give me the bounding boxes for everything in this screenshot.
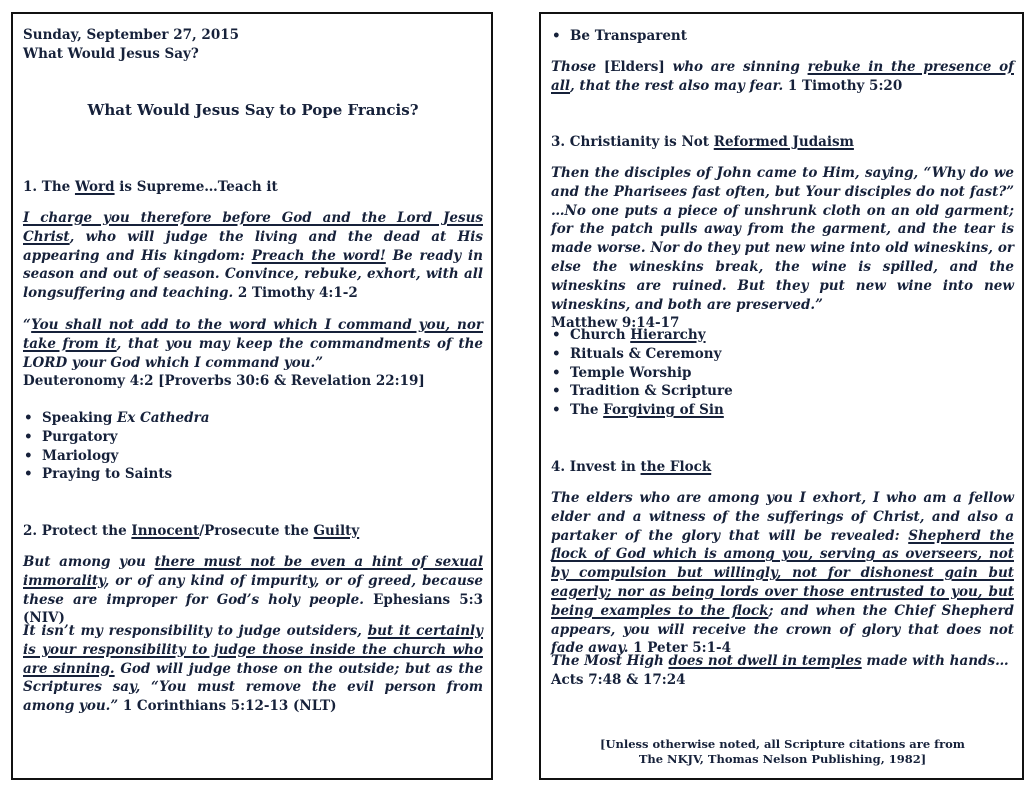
bullet-transparent (551, 27, 1014, 46)
verse-underline: does not dwell in temples (668, 653, 862, 669)
verse-reference: Acts 7:48 & 17:24 (551, 671, 686, 688)
verse-reference: Ephesians 5:3 (NIV) (23, 591, 483, 627)
verse-1-timothy (551, 58, 1014, 96)
verse-text: Then the disciples of John came to Him, saying, “Why do we and the Pharisees fast often, but Your disciples do not fast?” …No one puts a piece of unshrunk cloth on an old garment; for the patch pulls away from the garment, and the tear is made worse. Nor do they put new wine into old wineskins, or else the wineskins break, the wine is spilled, and the wineskins are ruined. But they put new wine into new wineskins, and both are preserved.” (551, 165, 1014, 313)
verse-text: , that you may keep the commandments of the LORD your God which I command you.” (23, 335, 483, 371)
section-2-num: 2. Protect the (23, 523, 132, 539)
verse-text: Those (551, 59, 604, 75)
section-1-underline: Word (74, 179, 115, 195)
verse-text: , or of any kind of impurity, or of greed, because these are improper for God’s holy people. (23, 572, 483, 608)
section-1-rest: is Supreme…Teach it (114, 179, 278, 195)
list-item (23, 409, 483, 428)
bullet-list-2 (551, 326, 1014, 420)
footnote-line: The NKJV, Thomas Nelson Publishing, 1982] (638, 752, 927, 766)
verse-text: God will judge those on the outside; but as the Scriptures say, “You must remove the evil person from among you.” (23, 660, 483, 715)
list-item: • Praying to Saints (23, 465, 483, 484)
bullet-list-1 (23, 409, 483, 484)
verse-underline: but it certainly is your responsibility to judge those inside the church who are sinning. (23, 623, 484, 677)
list-item: • Be Transparent (551, 27, 1014, 46)
section-4-num: 4. Invest in (551, 459, 641, 475)
section-4-heading (551, 458, 1014, 477)
section-3-num: 3. Christianity is Not (551, 134, 714, 150)
left-page (11, 12, 493, 780)
section-4-underline: the Flock (640, 459, 712, 475)
verse-text: It isn’t my responsibility to judge outsiders, (23, 623, 368, 639)
verse-bracket: [Elders] (603, 59, 665, 75)
verse-text: ; and when the Chief Shepherd appears, you will receive the crown of glory that does not fade away. (551, 602, 1014, 657)
list-item: • Purgatory (23, 428, 483, 447)
verse-underline: rebuke in the presence of all (551, 59, 1014, 94)
post-header (23, 26, 483, 64)
section-3-heading (551, 133, 1014, 152)
verse-acts (551, 652, 1014, 690)
list-item-underline: Forgiving of Sin (603, 402, 724, 419)
footnote (551, 737, 1014, 767)
list-item: • Rituals & Ceremony (551, 345, 1014, 364)
section-2-underline: Innocent (131, 523, 200, 539)
section-3-underline: Reformed Judaism (713, 134, 854, 150)
list-item-text: Church (570, 327, 631, 343)
verse-ephesians (23, 553, 483, 628)
verse-deuteronomy (23, 316, 483, 391)
verse-underline: Preach the word! (251, 247, 386, 264)
section-2-mid: /Prosecute the (199, 523, 314, 539)
section-1-heading (23, 178, 483, 197)
verse-underline: there must not be even a hint of sexual immorality (23, 554, 483, 589)
list-item: • Temple Worship (551, 364, 1014, 383)
verse-reference: Deuteronomy 4:2 [Proverbs 30:6 & Revelation 22:19] (23, 373, 425, 390)
verse-text: The Most High (551, 653, 669, 669)
list-item-underline: Hierarchy (630, 327, 706, 343)
blog-title: What Would Jesus Say? (23, 45, 199, 62)
footnote-line: [Unless otherwise noted, all Scripture citations are from (600, 737, 965, 751)
section-2-heading (23, 522, 483, 541)
list-item: • Tradition & Scripture (551, 382, 1014, 401)
verse-corinthians (23, 622, 483, 716)
list-item (551, 401, 1014, 420)
verse-text: , who will judge the living and the dead at His appearing and His kingdom: (23, 228, 483, 264)
verse-underline: You shall not add to the word which I command you, nor take from it (23, 317, 483, 352)
verse-text: , that the rest also may fear. (570, 77, 784, 94)
list-item: • Mariology (23, 447, 483, 466)
verse-text: Be ready in season and out of season. Convince, rebuke, exhort, with all longsuffering and teaching. (23, 247, 483, 302)
verse-text: But among you (23, 554, 155, 570)
section-2-underline: Guilty (313, 523, 360, 539)
list-item-text: Speaking (42, 410, 117, 426)
post-date: Sunday, September 27, 2015 (23, 27, 240, 43)
list-item (551, 326, 1014, 345)
verse-1-peter (551, 489, 1014, 658)
verse-text: The elders who are among you I exhort, I who am a fellow elder and a witness of the sufferings of Christ, and also a partaker of the glory that will be revealed: (551, 490, 1014, 544)
verse-reference: 1 Timothy 5:20 (783, 77, 903, 94)
verse-quote: “ (23, 317, 32, 333)
verse-reference: 2 Timothy 4:1-2 (233, 285, 358, 302)
verse-text: made with hands… (861, 653, 1009, 669)
section-1-num: 1. The (23, 179, 75, 195)
verse-2-timothy (23, 209, 483, 303)
list-item-text: The (570, 402, 604, 419)
verse-text: who are sinning (664, 59, 808, 75)
right-page (539, 12, 1024, 780)
list-item-italic: Ex Cathedra (116, 410, 210, 426)
verse-matthew (551, 164, 1014, 333)
verse-reference: Matthew 9:14-17 (551, 315, 680, 332)
verse-reference: 1 Peter 5:1-4 (628, 640, 731, 657)
verse-underline: Shepherd the flock of God which is among you, serving as overseers, not by compulsion but willingly, not for dishonest gain but eagerly; nor as being lords over those entrusted to you, but being examples to the flock (551, 527, 1015, 619)
main-title: What Would Jesus Say to Pope Francis? (87, 101, 419, 119)
verse-underline: I charge you therefore before God and the Lord Jesus Christ (23, 210, 483, 245)
verse-reference: 1 Corinthians 5:12-13 (NLT) (118, 698, 337, 715)
